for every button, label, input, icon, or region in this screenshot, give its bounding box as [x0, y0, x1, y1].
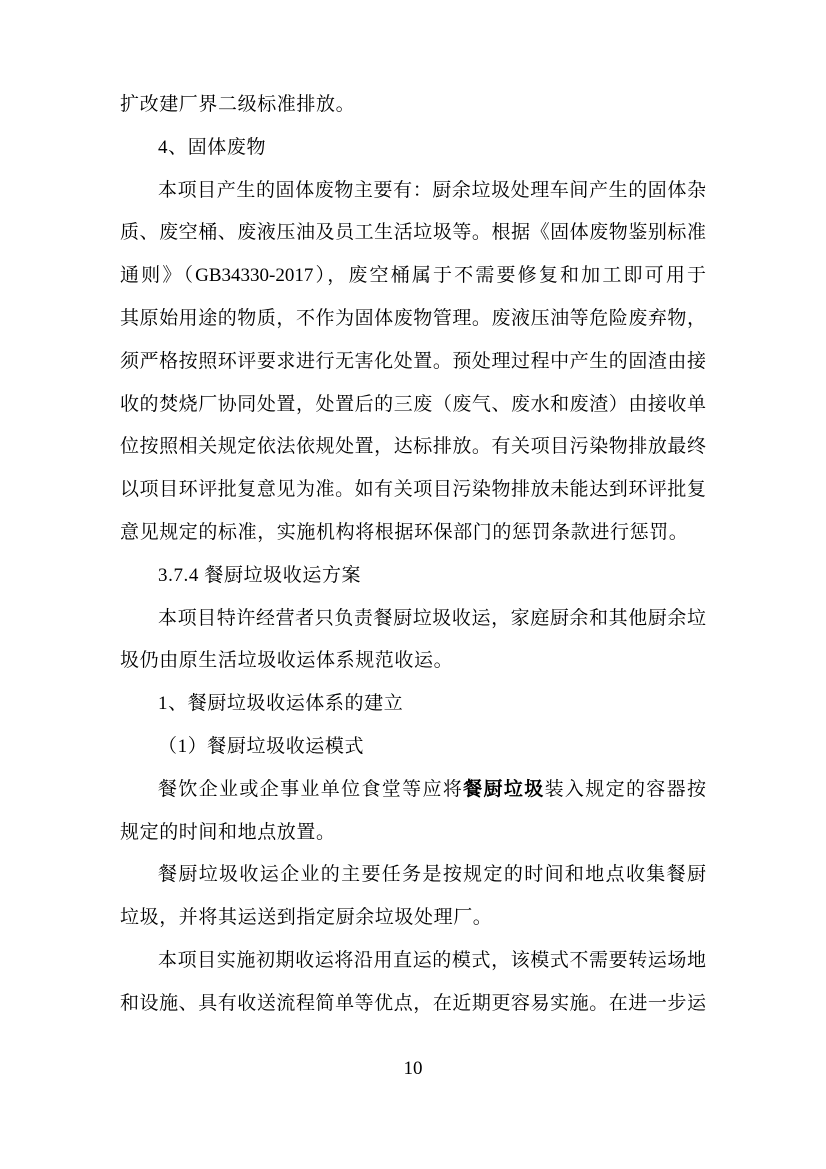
text-segment: （1）餐厨垃圾收运模式: [158, 735, 365, 757]
text-segment: 扩改建厂界二级标准排放。: [120, 94, 356, 115]
text-line: [120, 640, 706, 683]
text-line: [120, 384, 706, 427]
text-segment: 3.7.4 餐厨垃圾收运方案: [158, 564, 362, 586]
text-line: [120, 298, 706, 341]
text-segment: 须严格按照环评要求进行无害化处置。预处理过程中产生的固渣由接: [120, 350, 706, 372]
text-line: [120, 127, 706, 170]
text-line: [120, 555, 706, 598]
text-line: [120, 212, 706, 255]
text-line: [120, 170, 706, 213]
text-segment: 垃圾，并将其运送到指定厨余垃圾处理厂。: [120, 907, 493, 929]
text-segment: 1、餐厨垃圾收运体系的建立: [158, 693, 404, 715]
text-segment: 以项目环评批复意见为准。如有关项目污染物排放未能达到环评批复: [120, 479, 706, 501]
text-line: [120, 769, 706, 812]
text-line: [120, 983, 706, 1026]
text-segment: 本项目产生的固体废物主要有：厨余垃圾处理车间产生的固体杂: [158, 179, 706, 201]
text-line: [120, 940, 706, 983]
text-line: [120, 512, 706, 555]
text-line: [120, 897, 706, 940]
text-segment: 位按照相关规定依法依规处置，达标排放。有关项目污染物排放最终: [120, 436, 706, 458]
document-body: [120, 84, 706, 1026]
text-segment: 意见规定的标准，实施机构将根据环保部门的惩罚条款进行惩罚。: [120, 521, 689, 543]
text-segment: 收的焚烧厂协同处置，处置后的三废（废气、废水和废渣）由接收单: [120, 393, 706, 415]
text-segment: 装入规定的容器按: [544, 778, 706, 800]
text-line: [120, 854, 706, 897]
bold-text-segment: 餐厨垃圾: [463, 778, 545, 800]
text-segment: 餐饮企业或企事业单位食堂等应将: [158, 778, 464, 800]
text-segment: 其原始用途的物质，不作为固体废物管理。废液压油等危险废弃物，: [120, 307, 706, 329]
text-line: [120, 598, 706, 641]
text-segment: 4、固体废物: [158, 136, 267, 158]
page-number: 10: [403, 1058, 423, 1079]
text-line: [120, 726, 706, 769]
text-line: [120, 84, 706, 127]
text-segment: 本项目实施初期收运将沿用直运的模式，该模式不需要转运场地: [158, 949, 706, 971]
text-line: [120, 812, 706, 855]
text-segment: 餐厨垃圾收运企业的主要任务是按规定的时间和地点收集餐厨: [158, 864, 706, 886]
text-segment: 圾仍由原生活垃圾收运体系规范收运。: [120, 650, 454, 672]
text-segment: 规定的时间和地点放置。: [120, 821, 336, 843]
text-segment: 通则》（GB34330-2017），废空桶属于不需要修复和加工即可用于: [120, 265, 706, 287]
text-line: [120, 255, 706, 298]
text-line: [120, 683, 706, 726]
text-line: [120, 426, 706, 469]
text-line: [120, 469, 706, 512]
text-segment: 和设施、具有收送流程简单等优点，在近期更容易实施。在进一步运: [120, 992, 706, 1014]
text-segment: 质、废空桶、废液压油及员工生活垃圾等。根据《固体废物鉴别标准: [120, 222, 706, 244]
text-segment: 本项目特许经营者只负责餐厨垃圾收运，家庭厨余和其他厨余垃: [158, 607, 706, 629]
text-line: [120, 341, 706, 384]
